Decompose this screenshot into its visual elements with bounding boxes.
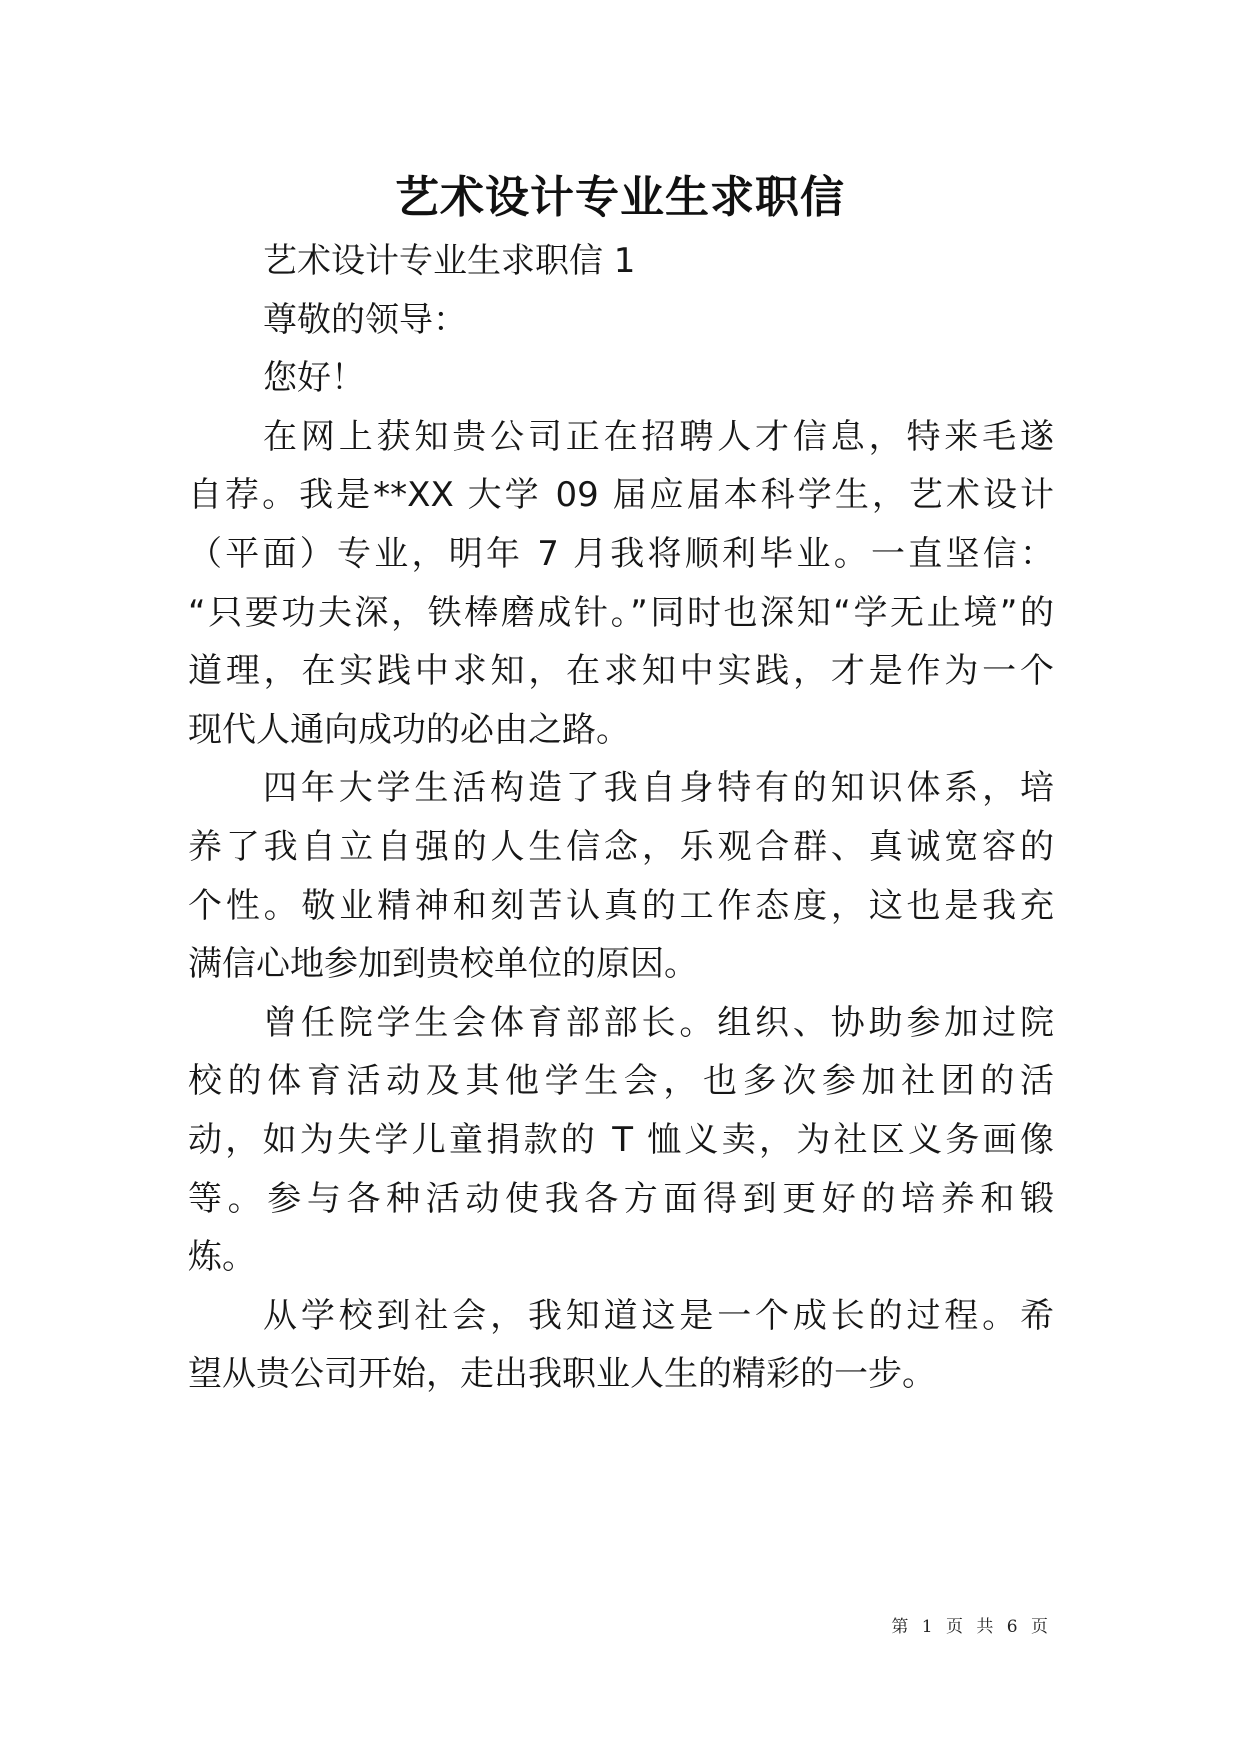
paragraph-line: 四年大学生活构造了我自身特有的知识体系，培	[263, 768, 1054, 809]
page-number-footer: 第 1 页 共 6 页	[891, 1617, 1050, 1637]
paragraph-activities	[188, 994, 1054, 1287]
paragraph-line: 养了我自立自强的人生信念，乐观合群、真诚宽容的	[188, 826, 1054, 867]
paragraph-line: 个性。敬业精神和刻苦认真的工作态度，这也是我充	[188, 885, 1054, 926]
paragraph-line: （平面）专业，明年 7 月我将顺利毕业。一直坚信：	[188, 533, 1054, 574]
paragraph-line: 满信心地参加到贵校单位的原因。	[188, 944, 698, 985]
paragraph-line: 炼。	[188, 1237, 256, 1278]
greeting: 您好！	[263, 358, 365, 399]
paragraph-line: 动，如为失学儿童捐款的 T 恤义卖，为社区义务画像	[188, 1119, 1054, 1160]
paragraph-line: 等。参与各种活动使我各方面得到更好的培养和锻	[188, 1178, 1054, 1219]
paragraph-line: 自荐。我是**XX 大学 09 届应届本科学生，艺术设计	[188, 475, 1054, 516]
document-body	[188, 232, 1054, 1404]
paragraph-line: 现代人通向成功的必由之路。	[188, 709, 630, 750]
paragraph-introduction	[188, 408, 1054, 760]
salutation: 尊敬的领导：	[263, 299, 467, 340]
paragraph-line: 望从贵公司开始，走出我职业人生的精彩的一步。	[188, 1354, 936, 1395]
paragraph-line: 在网上获知贵公司正在招聘人才信息，特来毛遂	[263, 416, 1054, 457]
paragraph-line: 从学校到社会，我知道这是一个成长的过程。希	[263, 1295, 1054, 1336]
paragraph-line: 道理，在实践中求知，在求知中实践，才是作为一个	[188, 651, 1054, 692]
document-title: 艺术设计专业生求职信	[395, 172, 845, 223]
paragraph-line: 校的体育活动及其他学生会，也多次参加社团的活	[188, 1061, 1054, 1102]
paragraph-line: 曾任院学生会体育部部长。组织、协助参加过院	[263, 1002, 1054, 1043]
paragraph-closing	[188, 1287, 1054, 1404]
paragraph-line: “只要功夫深，铁棒磨成针。”同时也深知“学无止境”的	[188, 592, 1054, 633]
paragraph-university-life	[188, 759, 1054, 993]
letter-subtitle: 艺术设计专业生求职信 1	[263, 241, 636, 281]
